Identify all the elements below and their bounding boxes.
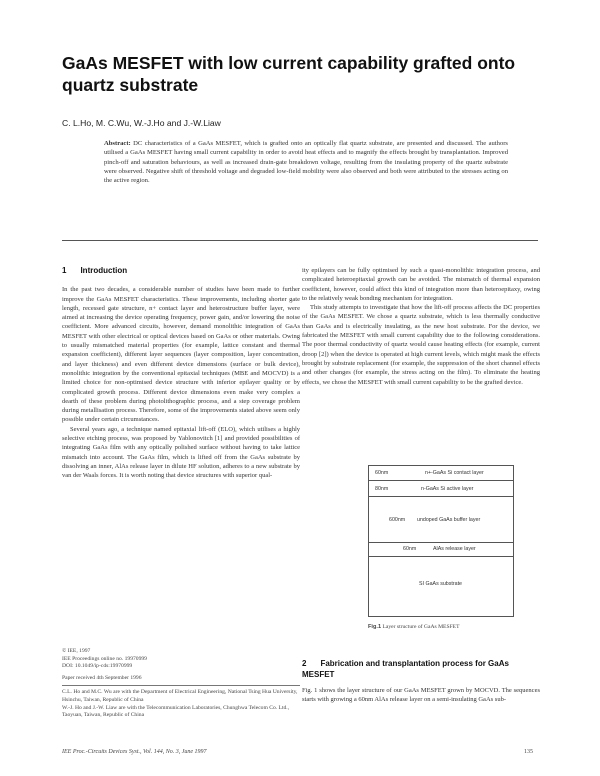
- section-2: [302, 658, 540, 705]
- section-2-heading: [302, 658, 540, 680]
- abstract-body: DC characteristics of a GaAs MESFET, which is grafted onto an optically flat quartz substrate, are presented and discussed. The authors utilised a GaAs MESFET having small current capability in order to avoid heat effects and to magnify the effects brought by transplantation. Improved pinch-off and saturation behaviours, as well as increased drain-gate breakdown voltage, resulting from the insulating property of the quartz substrate were observed. Negative shift of threshold voltage and degraded low-field mobility were also observed and both were attributed to the stresses acting on the active region.: [104, 140, 508, 185]
- layer-buffer-thickness: 600nm: [389, 517, 406, 523]
- layer-contact-thickness: 60nm: [375, 470, 389, 476]
- doi-note: DOI: 10.1049/ip-cds:19970999: [62, 663, 133, 670]
- section-2-number: 2: [302, 659, 307, 668]
- figure-1-caption-label: Fig.1: [368, 624, 382, 630]
- figure-1-caption-text: Layer structure of GaAs MESFET: [382, 624, 460, 630]
- right-column: [302, 266, 540, 387]
- layer-buffer-label: undoped GaAs buffer layer: [417, 517, 481, 523]
- footnote-divider: [62, 685, 300, 686]
- intro-paragraph-2: Several years ago, a technique named epitaxial lift-off (ELO), which utilises a highly selective etching process, was proposed by Yablonovitch [1] and provided possibilities of integrating GaAs film with any optically polished surface without having to take lattice mismatch into account. The GaAs film, which is lifted off from the GaAs substrate by dissolving an inner, AlAs release layer in dilute HF solution, adheres to a new substrate by van der Waals forces. It is worth noting that device structures with superior qual-: [62, 425, 300, 480]
- layer-active-thickness: 80nm: [375, 486, 389, 492]
- figure-1-caption: [368, 624, 528, 631]
- author-list: C. L.Ho, M. C.Wu, W.-J.Ho and J.-W.Liaw: [62, 118, 221, 128]
- journal-footer: IEE Proc.-Circuits Devices Syst., Vol. 144, No. 3, June 1997: [62, 749, 207, 755]
- layer-contact-label: n+-GaAs Si contact layer: [425, 470, 484, 476]
- layer-active: [369, 480, 513, 497]
- intro-paragraph-4: This study attempts to investigate that how the lift-off process affects the DC properties of the GaAs MESFET. We chose a quartz substrate, which is less thermally conductive than GaAs and is electrically insulating, as the new host substrate. For the device, we fabricated the MESFET with small current capability due to the following considerations. The poor thermal conductivity of quartz would cause heating effects (for example, current droop [2]) when the device is operated at high current levels, which might mask the effects brought by substrate replacement (for example, the suppression of the short channel effects and other changes (for example, the stress acting on the film). To eliminate the heating effects, we chose the MESFET with small current capability to be the grafted device.: [302, 304, 540, 386]
- intro-paragraph-1: In the past two decades, a considerable number of studies have been made to further improve the GaAs MESFET characteristics. These improvements, including shorter gate length, recessed gate structure, n+ contact layer and heterostructure buffer layer, were aimed at increasing the device operating frequency, power gain, and/or lowering the noise coefficient. More advanced circuits, however, demand monolithic integration of GaAs MESFET with other electrical or optical devices based on GaAs or other materials. Owing to usually mismatched material properties (for example, lattice constant and thermal expansion coefficient), different layer sequences (layer composition, layer concentration, and layer thickness) and even different device dimensions (surface or bulk device), monolithic integration by the conventional epitaxial techniques (MBE and MOCVD) is a limited choice for non-optimised device structure with inferior epilayer quality or by complicated growth process. Different device dimensions even make very complex a dearth of these problem during photolithographic process, and a step coverage problem during metallisation process. Therefore, some of the improvements stated above seem only possible under certain circumstances.: [62, 286, 300, 424]
- affiliation-1: C.L. Ho and M.C. Wu are with the Department of Electrical Engineering, National Tsing Hua University, Hsinchu, Taiwan, Republic of China: [62, 689, 298, 703]
- layer-substrate: [369, 556, 513, 617]
- section-2-paragraph-1: Fig. 1 shows the layer structure of our GaAs MESFET grown by MOCVD. The sequences starts with growing a 60nm AlAs release layer on a semi-insulating GaAs sub-: [302, 687, 540, 704]
- section-1-title: Introduction: [80, 266, 128, 275]
- proceedings-note: IEE Proceedings online no. 19970999: [62, 655, 147, 662]
- section-2-title: Fabrication and transplantation process for GaAs MESFET: [302, 659, 509, 679]
- received-note: Paper received 4th September 1996: [62, 674, 142, 681]
- footnotes: [62, 648, 300, 720]
- layer-substrate-label: SI GaAs substrate: [419, 581, 462, 587]
- layer-release-label: AlAs release layer: [433, 546, 476, 552]
- page-number: 135: [524, 749, 533, 755]
- layer-release-thickness: 60nm: [403, 546, 417, 552]
- section-1-heading: [62, 266, 300, 275]
- layer-release: [369, 542, 513, 557]
- copyright-note: © IEE, 1997: [62, 648, 91, 654]
- abstract: [104, 139, 508, 185]
- section-1-number: 1: [62, 266, 67, 275]
- figure-1-layer-structure: [368, 465, 514, 617]
- paper-title: GaAs MESFET with low current capability grafted onto quartz substrate: [62, 53, 516, 95]
- left-column: [62, 266, 300, 481]
- layer-contact: [369, 466, 513, 480]
- layer-active-label: n-GaAs Si active layer: [421, 486, 474, 492]
- intro-paragraph-3: ity epilayers can be fully optimised by such a quasi-monolithic integration process, and complicated heteroepitaxial growth can be avoided. The mismatch of thermal expansion coefficient, however, could affect this kind of integration more than heteroepitaxy, owing to the relatively weak bonding mechanism for integration.: [302, 267, 540, 302]
- affiliation-2: W.-J. Ho and J.-W. Liaw are with the Telecommunication Laboratories, Chunghwa Telecom Co. Ltd., Taoyuan, Taiwan, Republic of China: [62, 704, 290, 719]
- abstract-lead: Abstract:: [104, 140, 131, 147]
- layer-buffer: [369, 496, 513, 543]
- abstract-divider: [62, 240, 538, 241]
